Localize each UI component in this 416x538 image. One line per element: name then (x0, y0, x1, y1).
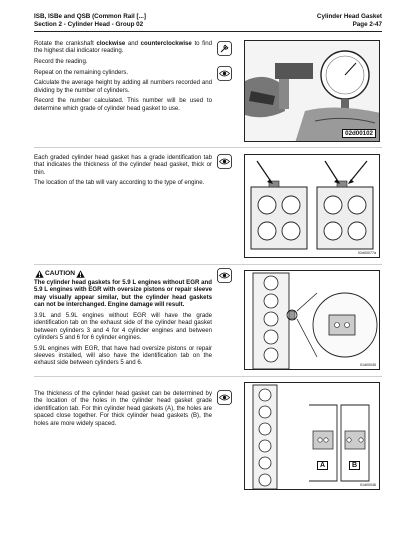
block1-text (34, 40, 212, 115)
figure-code: 02d00077a (358, 251, 376, 255)
section-divider (34, 376, 382, 377)
eye-icon (217, 66, 232, 81)
caution-triangle-icon (76, 270, 85, 278)
wrench-icon (217, 41, 232, 56)
block1-para3: Repeat on the remaining cylinders. (34, 68, 129, 76)
caution-heading (34, 270, 212, 278)
manual-title: ISB, ISBe and QSB (Common Rail [...] (34, 13, 146, 20)
figure-code: 01d00046 (360, 483, 376, 487)
block3-para2: 5.9L engines with EGR, that have had oversize pistons or repair sleeves installed, will also have the identification tab on the exhaust side between cylinders 5 and 6. (34, 344, 212, 367)
gasket-tab-location-figure (244, 154, 380, 258)
block3-text (34, 270, 212, 370)
gasket-tab-detail-figure (244, 270, 380, 370)
caution-triangle-icon (35, 270, 44, 278)
section-divider (34, 264, 382, 265)
caution-text: The cylinder head gaskets for 5.9 L engines without EGR and 5.9 L engines with EGR with oversize pistons or repair sleeve may visually appear similar, but the cylinder head gaskets can not be interchanged. Engine damage will result. (34, 279, 212, 309)
block1-para5: Record the number calculated. This number will be used to determine which grade of cylinder head gasket to use. (34, 97, 212, 112)
block2-para1: Each graded cylinder head gasket has a grade identification tab that indicates the thickness of the cylinder head gasket, thick or thin. (34, 154, 212, 176)
header-divider (34, 31, 382, 32)
caution-label: CAUTION (45, 270, 76, 278)
block3-para1: 3.9L and 5.9L engines without EGR will have the grade identification tab on the exhaust side of the cylinder head gasket between cylinders 3 and 4 for 4 cylinder engines and between cylinders 5 and 6 for 6 cylinder engines. (34, 311, 212, 342)
block1-para2: Record the reading. (34, 58, 88, 65)
page-header-right (317, 13, 382, 29)
thin-gasket-label: A (317, 461, 328, 470)
page-header-left (34, 13, 146, 29)
block2-para2: The location of the tab will vary according to the type of engine. (34, 179, 205, 187)
block1-para1: Rotate the crankshaft clockwise and counterclockwise to find the highest dial indicator reading. (34, 40, 212, 55)
block1-para4: Calculate the average height by adding all numbers recorded and dividing by the number of cylinders. (34, 79, 212, 94)
topic-title: Cylinder Head Gasket (316, 13, 382, 20)
section-divider (34, 147, 382, 148)
block4-text (34, 390, 212, 430)
figure-code: 01d00045 (360, 363, 376, 367)
eye-icon (217, 390, 232, 405)
block2-text (34, 154, 212, 190)
thick-gasket-label: B (349, 461, 360, 470)
eye-icon (217, 154, 232, 169)
eye-icon (217, 268, 232, 283)
figure-code: 02d00102 (342, 129, 376, 138)
block4-para1: The thickness of the cylinder head gasket can be determined by the location of the holes in the cylinder head gasket grade identification tab. For thin cylinder head gaskets (A), the holes are spaced close together. For thick cylinder head gaskets (B), the holes are more widely spaced. (34, 390, 212, 427)
gasket-hole-spacing-figure (244, 382, 380, 490)
section-title: Section 2 - Cylinder Head - Group 02 (34, 21, 144, 28)
page-number: Page 2-47 (352, 21, 382, 28)
dial-indicator-figure (244, 40, 380, 142)
